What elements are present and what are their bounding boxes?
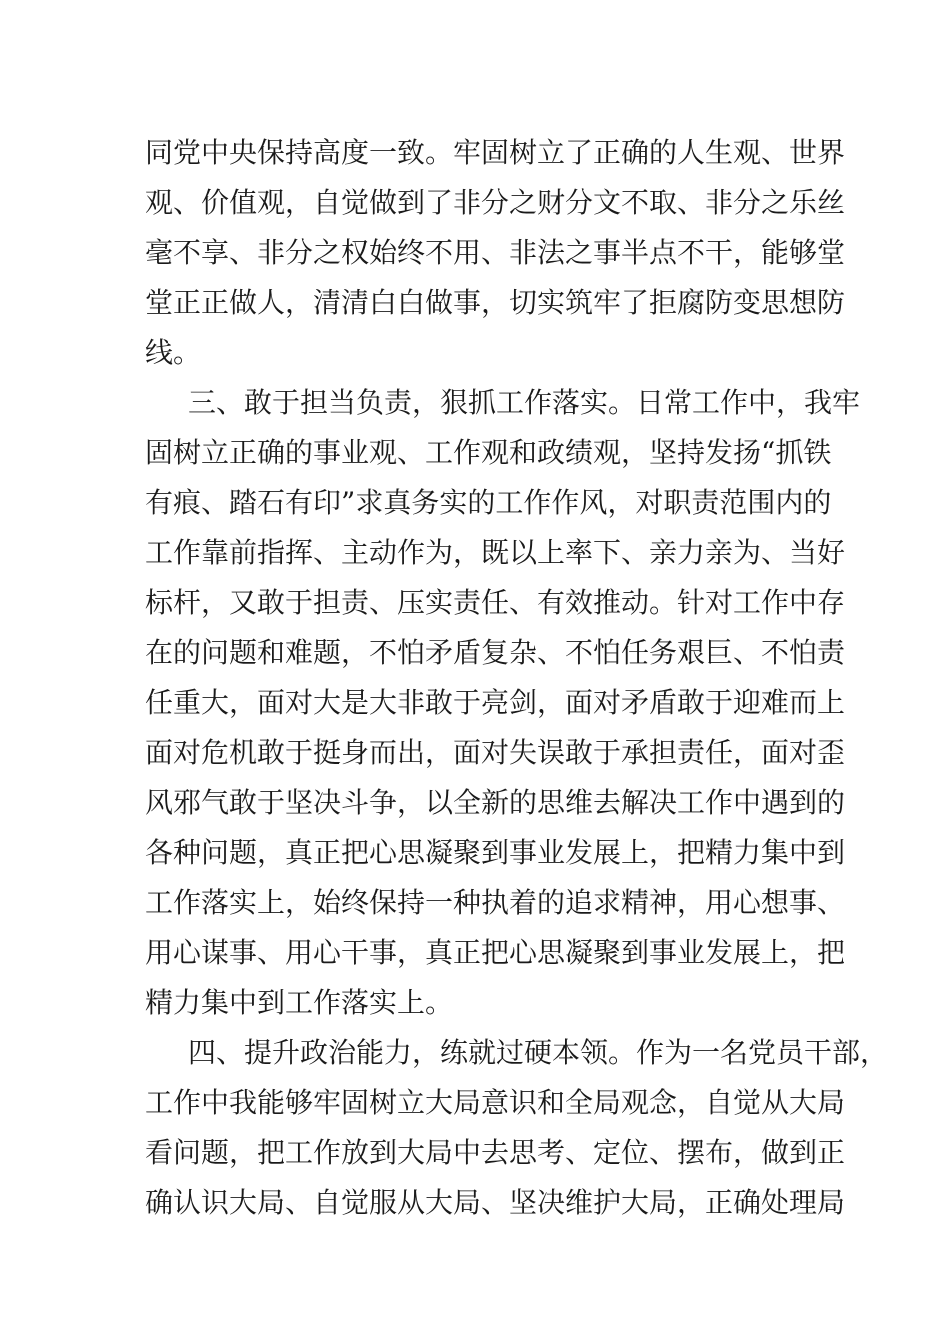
text-line: 毫不享、非分之权始终不用、非法之事半点不干，能够堂 [145, 236, 846, 269]
section-three-heading-line: 三、敢于担当负责，狠抓工作落实。日常工作中，我牢 [188, 386, 861, 419]
text-line: 工作中我能够牢固树立大局意识和全局观念，自觉从大局 [145, 1086, 846, 1119]
text-line: 任重大，面对大是大非敢于亮剑，面对矛盾敢于迎难而上 [145, 686, 846, 719]
text-line: 面对危机敢于挺身而出，面对失误敢于承担责任，面对歪 [145, 736, 846, 769]
text-line: 堂正正做人，清清白白做事，切实筑牢了拒腐防变思想防 [145, 286, 846, 319]
text-line: 工作靠前指挥、主动作为，既以上率下、亲力亲为、当好 [145, 536, 846, 569]
text-line: 看问题，把工作放到大局中去思考、定位、摆布，做到正 [145, 1136, 846, 1169]
text-line: 在的问题和难题，不怕矛盾复杂、不怕任务艰巨、不怕责 [145, 636, 846, 669]
text-line: 有痕、踏石有印”求真务实的工作作风，对职责范围内的 [145, 486, 832, 519]
text-line: 标杆，又敢于担责、压实责任、有效推动。针对工作中存 [145, 586, 846, 619]
text-line: 确认识大局、自觉服从大局、坚决维护大局，正确处理局 [145, 1186, 846, 1219]
text-line: 观、价值观，自觉做到了非分之财分文不取、非分之乐丝 [145, 186, 846, 219]
text-line: 各种问题，真正把心思凝聚到事业发展上，把精力集中到 [145, 836, 846, 869]
text-line: 风邪气敢于坚决斗争，以全新的思维去解决工作中遇到的 [145, 786, 846, 819]
text-line: 线。 [145, 336, 202, 369]
section-four-heading-line: 四、提升政治能力，练就过硬本领。作为一名党员干部， [188, 1036, 889, 1069]
text-line: 用心谋事、用心干事，真正把心思凝聚到事业发展上，把 [145, 936, 846, 969]
text-line: 精力集中到工作落实上。 [145, 986, 454, 1019]
text-line: 同党中央保持高度一致。牢固树立了正确的人生观、世界 [145, 136, 846, 169]
text-line: 工作落实上，始终保持一种执着的追求精神，用心想事、 [145, 886, 846, 919]
text-line: 固树立正确的事业观、工作观和政绩观，坚持发扬“抓铁 [145, 436, 832, 469]
